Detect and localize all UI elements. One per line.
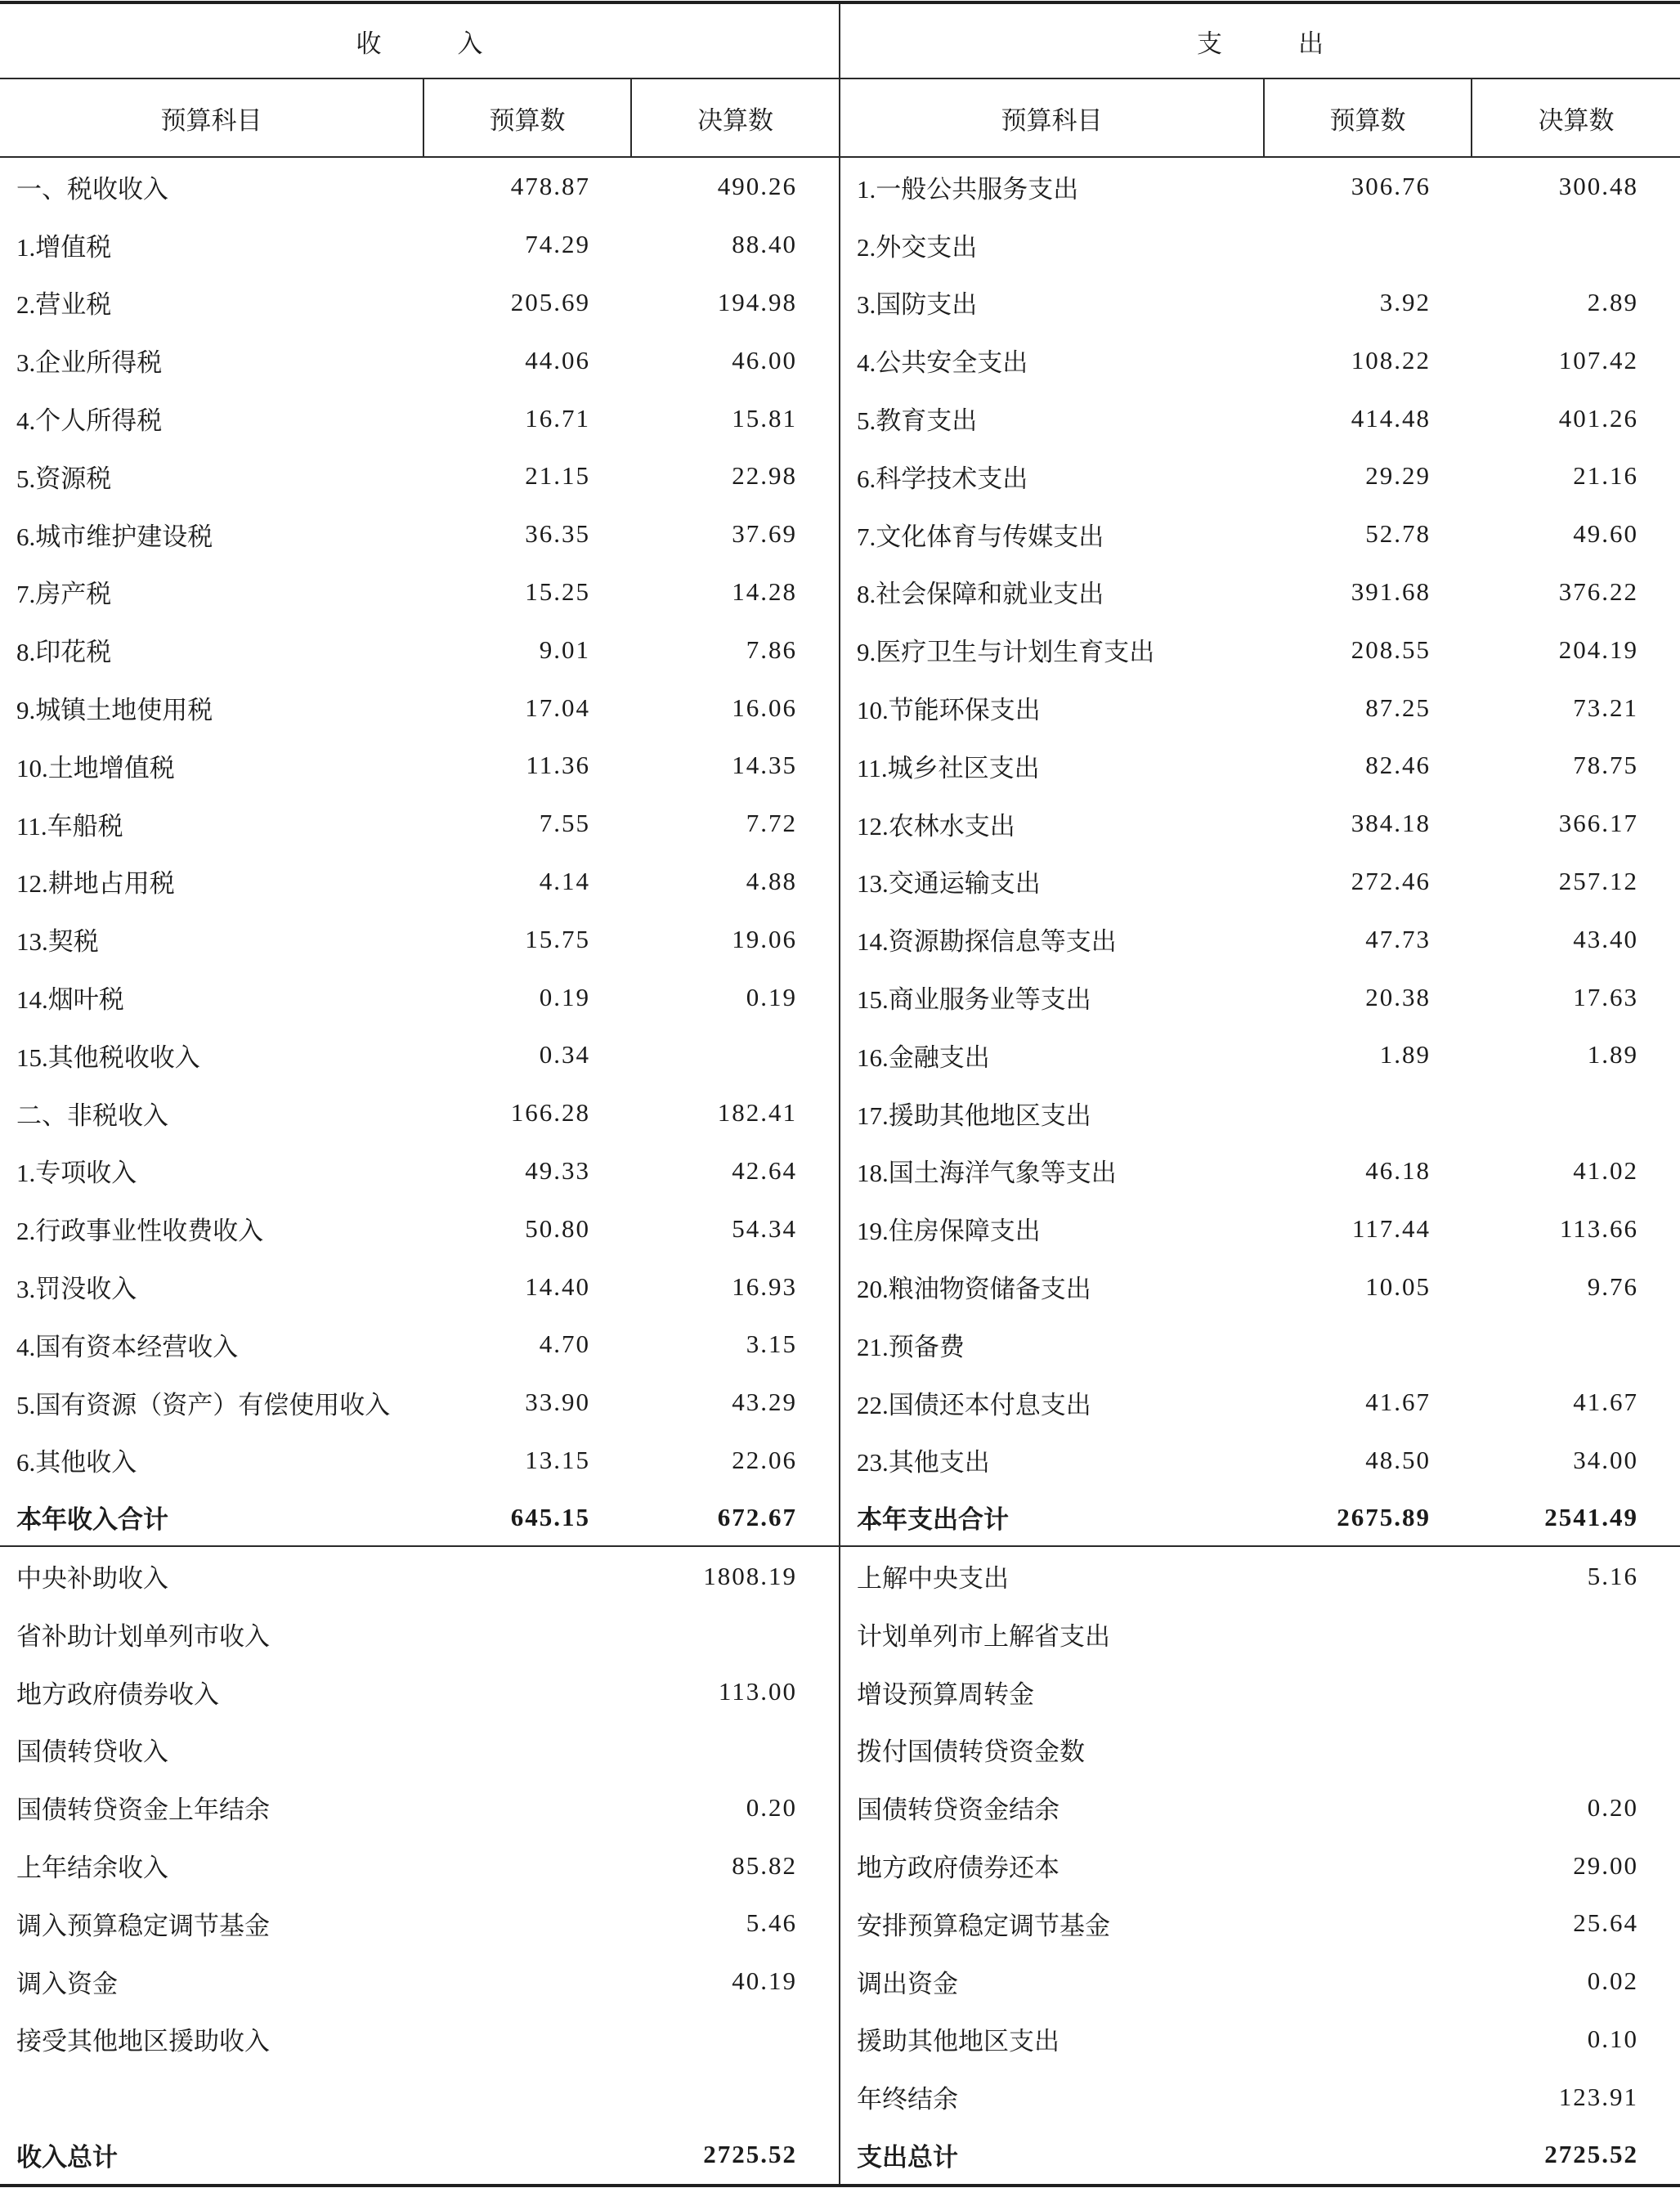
income-final-cell: 22.98 bbox=[632, 447, 840, 505]
income-item-cell: 地方政府债券收入 bbox=[16, 1679, 219, 1709]
expenditure-budget-cell bbox=[1265, 1778, 1472, 1836]
expenditure-item-cell: 21.预备费 bbox=[857, 1332, 965, 1361]
table-row bbox=[0, 1258, 1680, 1316]
expenditure-final-cell bbox=[1472, 1084, 1680, 1142]
expenditure-budget-cell bbox=[1265, 1547, 1472, 1605]
income-budget-cell bbox=[424, 1778, 632, 1836]
expenditure-budget-cell: 391.68 bbox=[1351, 576, 1431, 606]
income-item-cell: 调入预算稳定调节基金 bbox=[16, 1911, 270, 1940]
table-row bbox=[0, 1432, 1680, 1490]
expenditure-final-cell bbox=[1472, 1663, 1680, 1721]
expenditure-item-cell: 援助其他地区支出 bbox=[857, 2027, 1060, 2056]
income-item-column-header: 预算科目 bbox=[0, 79, 424, 156]
income-item-cell: 2.营业税 bbox=[16, 290, 112, 320]
income-final-cell: 2725.52 bbox=[632, 2126, 840, 2184]
income-final-cell: 7.86 bbox=[632, 621, 840, 679]
income-final-cell: 490.26 bbox=[632, 158, 840, 216]
expenditure-final-cell: 5.16 bbox=[1587, 1561, 1638, 1590]
income-item-cell: 国债转贷资金上年结余 bbox=[16, 1796, 270, 1825]
income-final-column-header: 决算数 bbox=[632, 79, 840, 156]
table-row bbox=[0, 1836, 1680, 1894]
expenditure-final-cell: 25.64 bbox=[1573, 1908, 1638, 1938]
income-final-cell: 4.88 bbox=[632, 853, 840, 911]
expenditure-item-cell: 5.教育支出 bbox=[857, 406, 978, 436]
expenditure-final-cell: 123.91 bbox=[1558, 2082, 1638, 2111]
table-row bbox=[0, 1663, 1680, 1721]
expenditure-budget-cell: 208.55 bbox=[1351, 634, 1431, 664]
expenditure-budget-cell: 2675.89 bbox=[1337, 1502, 1431, 1531]
income-budget-cell bbox=[424, 1953, 632, 2011]
income-final-cell: 85.82 bbox=[632, 1836, 840, 1894]
expenditure-budget-cell bbox=[1265, 216, 1472, 274]
income-item-cell: 国债转贷收入 bbox=[16, 1737, 168, 1767]
income-item-cell: 上年结余收入 bbox=[16, 1854, 168, 1882]
table-row bbox=[0, 621, 1680, 679]
income-budget-cell: 13.15 bbox=[525, 1445, 590, 1474]
table-row bbox=[0, 1721, 1680, 1779]
income-budget-cell: 49.33 bbox=[525, 1155, 590, 1185]
expenditure-final-cell: 21.16 bbox=[1573, 461, 1638, 491]
expenditure-budget-cell: 117.44 bbox=[1351, 1213, 1431, 1243]
income-budget-cell: 36.35 bbox=[525, 519, 590, 549]
income-final-cell: 16.93 bbox=[632, 1258, 840, 1316]
table-row bbox=[0, 2011, 1680, 2069]
income-final-cell: 182.41 bbox=[632, 1084, 840, 1142]
income-final-cell: 40.19 bbox=[632, 1953, 840, 2011]
table-row bbox=[0, 505, 1680, 563]
expenditure-final-cell: 300.48 bbox=[1558, 172, 1638, 201]
income-final-cell bbox=[632, 2068, 840, 2126]
expenditure-item-cell: 22.国债还本付息支出 bbox=[857, 1390, 1091, 1419]
expenditure-final-column-header: 决算数 bbox=[1538, 105, 1615, 135]
income-final-cell: 14.35 bbox=[632, 737, 840, 795]
income-final-cell bbox=[632, 1605, 840, 1663]
income-final-cell: 7.72 bbox=[632, 795, 840, 853]
expenditure-item-cell: 2.外交支出 bbox=[857, 232, 978, 262]
expenditure-final-cell: 0.10 bbox=[1587, 2024, 1638, 2053]
table-row bbox=[0, 1374, 1680, 1432]
income-final-cell: 46.00 bbox=[632, 331, 840, 389]
income-item-cell: 二、非税收入 bbox=[16, 1101, 168, 1130]
table-row bbox=[0, 1316, 1680, 1374]
income-final-cell bbox=[632, 2011, 840, 2069]
income-final-cell bbox=[632, 1026, 840, 1084]
table-row bbox=[0, 1142, 1680, 1200]
expenditure-budget-cell: 48.50 bbox=[1365, 1445, 1431, 1474]
income-budget-cell: 4.70 bbox=[539, 1329, 590, 1359]
income-budget-cell: 0.19 bbox=[539, 982, 590, 1011]
expenditure-final-cell: 2725.52 bbox=[1544, 2140, 1638, 2169]
income-final-cell: 0.19 bbox=[632, 968, 840, 1026]
income-budget-cell: 74.29 bbox=[525, 230, 590, 259]
income-budget-cell: 645.15 bbox=[510, 1502, 590, 1531]
income-item-cell: 6.其他收入 bbox=[16, 1448, 137, 1477]
expenditure-item-cell: 14.资源勘探信息等支出 bbox=[857, 927, 1117, 957]
table-row bbox=[0, 216, 1680, 274]
expenditure-budget-cell bbox=[1265, 2068, 1472, 2126]
income-budget-cell: 4.14 bbox=[539, 866, 590, 895]
table-row bbox=[0, 1605, 1680, 1663]
expenditure-final-cell: 204.19 bbox=[1558, 634, 1638, 664]
income-final-cell: 54.34 bbox=[632, 1199, 840, 1258]
expenditure-budget-cell: 272.46 bbox=[1351, 866, 1431, 895]
income-budget-cell: 7.55 bbox=[539, 809, 590, 838]
income-final-cell: 15.81 bbox=[632, 389, 840, 447]
expenditure-item-column-header: 预算科目 bbox=[840, 79, 1265, 156]
expenditure-budget-cell: 46.18 bbox=[1365, 1155, 1431, 1185]
table-row bbox=[0, 331, 1680, 389]
expenditure-budget-cell bbox=[1265, 1316, 1472, 1374]
income-item-cell: 7.房产税 bbox=[16, 580, 112, 609]
budget-final-accounts-table bbox=[0, 1, 1680, 2187]
expenditure-final-cell: 43.40 bbox=[1573, 924, 1638, 953]
expenditure-budget-cell: 87.25 bbox=[1365, 693, 1431, 722]
expenditure-final-cell: 2541.49 bbox=[1544, 1502, 1638, 1531]
expenditure-budget-cell: 47.73 bbox=[1365, 924, 1431, 953]
income-item-cell: 5.国有资源（资产）有偿使用收入 bbox=[16, 1390, 391, 1419]
expenditure-budget-cell: 384.18 bbox=[1351, 809, 1431, 838]
expenditure-final-cell: 2.89 bbox=[1587, 287, 1638, 316]
expenditure-budget-cell bbox=[1265, 1084, 1472, 1142]
expenditure-budget-cell bbox=[1265, 2011, 1472, 2069]
income-budget-column-header: 预算数 bbox=[424, 79, 632, 156]
income-section-header: 收 入 bbox=[0, 4, 840, 78]
expenditure-final-cell: 41.67 bbox=[1573, 1388, 1638, 1417]
expenditure-final-cell bbox=[1472, 1721, 1680, 1779]
expenditure-item-cell: 13.交通运输支出 bbox=[857, 869, 1041, 899]
income-final-cell: 5.46 bbox=[632, 1894, 840, 1953]
expenditure-final-cell: 41.02 bbox=[1573, 1155, 1638, 1185]
income-final-cell: 37.69 bbox=[632, 505, 840, 563]
income-item-cell: 中央补助收入 bbox=[16, 1564, 168, 1594]
expenditure-final-cell bbox=[1472, 1605, 1680, 1663]
income-budget-cell bbox=[424, 1605, 632, 1663]
expenditure-item-cell: 计划单列市上解省支出 bbox=[857, 1621, 1110, 1651]
income-budget-cell: 205.69 bbox=[510, 287, 590, 316]
income-item-cell: 11.车船税 bbox=[16, 811, 123, 841]
expenditure-final-cell: 0.02 bbox=[1587, 1966, 1638, 1996]
expenditure-budget-cell: 52.78 bbox=[1365, 519, 1431, 549]
table-row bbox=[0, 968, 1680, 1026]
income-budget-cell: 478.87 bbox=[510, 172, 590, 201]
expenditure-budget-cell bbox=[1265, 1721, 1472, 1779]
expenditure-item-cell: 20.粮油物资储备支出 bbox=[857, 1275, 1091, 1304]
income-item-cell: 4.个人所得税 bbox=[16, 406, 163, 436]
income-final-cell: 1808.19 bbox=[632, 1547, 840, 1605]
year-total-row bbox=[0, 1489, 1680, 1547]
expenditure-budget-cell bbox=[1265, 1605, 1472, 1663]
income-item-cell: 本年收入合计 bbox=[16, 1505, 168, 1535]
table-row bbox=[0, 389, 1680, 447]
expenditure-item-cell: 3.国防支出 bbox=[857, 290, 978, 320]
income-budget-cell: 44.06 bbox=[525, 345, 590, 374]
income-final-cell: 19.06 bbox=[632, 910, 840, 968]
income-budget-cell bbox=[424, 1721, 632, 1779]
income-item-cell: 一、税收收入 bbox=[16, 174, 168, 204]
income-item-cell: 8.印花税 bbox=[16, 638, 112, 667]
expenditure-budget-cell bbox=[1265, 2126, 1472, 2184]
income-budget-cell bbox=[424, 1547, 632, 1605]
expenditure-item-cell: 本年支出合计 bbox=[857, 1505, 1009, 1535]
income-item-cell: 12.耕地占用税 bbox=[16, 869, 175, 899]
expenditure-final-cell: 49.60 bbox=[1573, 519, 1638, 549]
income-budget-cell: 17.04 bbox=[525, 693, 590, 722]
expenditure-item-cell: 10.节能环保支出 bbox=[857, 696, 1041, 725]
expenditure-final-cell: 376.22 bbox=[1558, 576, 1638, 606]
expenditure-budget-cell bbox=[1265, 1836, 1472, 1894]
income-item-cell: 收入总计 bbox=[16, 2142, 118, 2172]
expenditure-budget-cell: 108.22 bbox=[1351, 345, 1431, 374]
grand-total-row bbox=[0, 2126, 1680, 2184]
table-row bbox=[0, 447, 1680, 505]
expenditure-final-cell: 78.75 bbox=[1573, 751, 1638, 780]
income-budget-cell: 11.36 bbox=[526, 751, 590, 780]
expenditure-item-cell: 安排预算稳定调节基金 bbox=[857, 1911, 1110, 1940]
expenditure-budget-column-header: 预算数 bbox=[1265, 79, 1472, 156]
income-budget-cell: 166.28 bbox=[510, 1098, 590, 1128]
income-item-cell: 14.烟叶税 bbox=[16, 985, 124, 1015]
income-final-cell: 16.06 bbox=[632, 679, 840, 737]
expenditure-item-cell: 16.金融支出 bbox=[857, 1042, 990, 1072]
expenditure-final-cell: 9.76 bbox=[1587, 1271, 1638, 1301]
income-budget-cell bbox=[424, 2126, 632, 2184]
expenditure-budget-cell: 29.29 bbox=[1365, 461, 1431, 491]
table-row bbox=[0, 1894, 1680, 1953]
income-item-cell: 1.增值税 bbox=[16, 232, 112, 262]
income-item-cell: 调入资金 bbox=[16, 1969, 118, 1998]
table-row bbox=[0, 158, 1680, 216]
expenditure-final-cell: 257.12 bbox=[1558, 866, 1638, 895]
income-item-cell: 15.其他税收收入 bbox=[16, 1042, 200, 1072]
income-item-cell: 6.城市维护建设税 bbox=[16, 522, 213, 551]
table-row bbox=[0, 1547, 1680, 1605]
income-final-cell: 22.06 bbox=[632, 1432, 840, 1490]
income-budget-cell: 14.40 bbox=[525, 1271, 590, 1301]
table-row bbox=[0, 274, 1680, 332]
table-row bbox=[0, 563, 1680, 621]
table-row bbox=[0, 910, 1680, 968]
income-final-cell: 88.40 bbox=[632, 216, 840, 274]
expenditure-final-cell bbox=[1472, 1316, 1680, 1374]
income-budget-cell: 9.01 bbox=[539, 634, 590, 664]
expenditure-item-cell: 4.公共安全支出 bbox=[857, 348, 1028, 378]
table-row bbox=[0, 2068, 1680, 2126]
expenditure-item-cell: 支出总计 bbox=[857, 2142, 958, 2172]
expenditure-item-cell: 8.社会保障和就业支出 bbox=[857, 580, 1104, 609]
income-budget-cell: 15.25 bbox=[525, 576, 590, 606]
income-final-cell: 194.98 bbox=[632, 274, 840, 332]
expenditure-item-cell: 年终结余 bbox=[857, 2085, 958, 2114]
expenditure-item-cell: 增设预算周转金 bbox=[857, 1679, 1034, 1709]
expenditure-budget-cell: 20.38 bbox=[1365, 982, 1431, 1011]
income-item-cell: 接受其他地区援助收入 bbox=[16, 2027, 270, 2056]
expenditure-budget-cell: 306.76 bbox=[1351, 172, 1431, 201]
expenditure-budget-cell: 414.48 bbox=[1351, 403, 1431, 433]
table-row bbox=[0, 1199, 1680, 1258]
expenditure-budget-cell: 41.67 bbox=[1365, 1388, 1431, 1417]
expenditure-section-header: 支 出 bbox=[1197, 29, 1324, 58]
expenditure-item-cell: 拨付国债转贷资金数 bbox=[857, 1737, 1085, 1767]
table-row bbox=[0, 679, 1680, 737]
income-item-cell: 9.城镇土地使用税 bbox=[16, 696, 213, 725]
table-row bbox=[0, 795, 1680, 853]
income-final-cell: 113.00 bbox=[632, 1663, 840, 1721]
income-budget-cell: 33.90 bbox=[525, 1388, 590, 1417]
income-item-cell: 4.国有资本经营收入 bbox=[16, 1332, 239, 1361]
table-body bbox=[0, 158, 1680, 2184]
income-item-cell: 3.罚没收入 bbox=[16, 1275, 137, 1304]
income-final-cell bbox=[632, 1721, 840, 1779]
expenditure-budget-cell: 3.92 bbox=[1379, 287, 1431, 316]
income-final-cell: 672.67 bbox=[632, 1489, 840, 1545]
section-header-row bbox=[0, 4, 1680, 79]
expenditure-item-cell: 23.其他支出 bbox=[857, 1448, 990, 1477]
table-row bbox=[0, 1953, 1680, 2011]
table-row bbox=[0, 737, 1680, 795]
income-item-cell: 2.行政事业性收费收入 bbox=[16, 1217, 264, 1246]
expenditure-final-cell: 401.26 bbox=[1558, 403, 1638, 433]
income-budget-cell bbox=[424, 1836, 632, 1894]
income-budget-cell bbox=[424, 2011, 632, 2069]
expenditure-item-cell: 1.一般公共服务支出 bbox=[857, 174, 1079, 204]
income-item-cell: 10.土地增值税 bbox=[16, 753, 175, 782]
income-budget-cell: 50.80 bbox=[525, 1213, 590, 1243]
income-item-cell: 省补助计划单列市收入 bbox=[16, 1621, 270, 1651]
expenditure-item-cell: 9.医疗卫生与计划生育支出 bbox=[857, 638, 1155, 667]
income-budget-cell: 16.71 bbox=[525, 403, 590, 433]
expenditure-item-cell: 上解中央支出 bbox=[857, 1564, 1009, 1594]
income-final-cell: 0.20 bbox=[632, 1778, 840, 1836]
expenditure-final-cell: 29.00 bbox=[1573, 1850, 1638, 1880]
column-header-row bbox=[0, 79, 1680, 158]
expenditure-final-cell: 107.42 bbox=[1558, 345, 1638, 374]
income-final-cell: 3.15 bbox=[632, 1316, 840, 1374]
table-row bbox=[0, 1084, 1680, 1142]
expenditure-item-cell: 11.城乡社区支出 bbox=[857, 753, 1040, 782]
income-budget-cell: 15.75 bbox=[525, 924, 590, 953]
expenditure-budget-cell: 1.89 bbox=[1379, 1040, 1431, 1069]
expenditure-final-cell: 34.00 bbox=[1573, 1445, 1638, 1474]
income-budget-cell bbox=[424, 1663, 632, 1721]
income-final-cell: 14.28 bbox=[632, 563, 840, 621]
income-final-cell: 42.64 bbox=[632, 1142, 840, 1200]
expenditure-item-cell: 19.住房保障支出 bbox=[857, 1217, 1041, 1246]
expenditure-final-cell: 17.63 bbox=[1573, 982, 1638, 1011]
expenditure-item-cell: 6.科学技术支出 bbox=[857, 464, 1028, 493]
expenditure-final-cell: 113.66 bbox=[1559, 1213, 1638, 1243]
income-item-cell bbox=[0, 2068, 424, 2126]
expenditure-item-cell: 18.国土海洋气象等支出 bbox=[857, 1159, 1117, 1188]
expenditure-budget-cell bbox=[1265, 1953, 1472, 2011]
expenditure-item-cell: 地方政府债券还本 bbox=[857, 1854, 1060, 1882]
expenditure-budget-cell: 82.46 bbox=[1365, 751, 1431, 780]
expenditure-final-cell: 366.17 bbox=[1558, 809, 1638, 838]
expenditure-item-cell: 17.援助其他地区支出 bbox=[857, 1101, 1091, 1130]
income-final-cell: 43.29 bbox=[632, 1374, 840, 1432]
expenditure-final-cell bbox=[1472, 216, 1680, 274]
expenditure-budget-cell: 10.05 bbox=[1365, 1271, 1431, 1301]
table-row bbox=[0, 1778, 1680, 1836]
income-item-cell: 1.专项收入 bbox=[16, 1159, 137, 1188]
income-item-cell: 5.资源税 bbox=[16, 464, 112, 493]
income-budget-cell bbox=[424, 2068, 632, 2126]
income-budget-cell: 0.34 bbox=[539, 1040, 590, 1069]
expenditure-final-cell: 1.89 bbox=[1587, 1040, 1638, 1069]
expenditure-budget-cell bbox=[1265, 1894, 1472, 1953]
expenditure-final-cell: 0.20 bbox=[1587, 1792, 1638, 1822]
income-budget-cell bbox=[424, 1894, 632, 1953]
income-item-cell: 13.契税 bbox=[16, 927, 99, 957]
expenditure-item-cell: 国债转贷资金结余 bbox=[857, 1796, 1060, 1825]
expenditure-budget-cell bbox=[1265, 1663, 1472, 1721]
table-row bbox=[0, 853, 1680, 911]
expenditure-item-cell: 12.农林水支出 bbox=[857, 811, 1015, 841]
income-budget-cell: 21.15 bbox=[525, 461, 590, 491]
expenditure-item-cell: 7.文化体育与传媒支出 bbox=[857, 522, 1104, 551]
table-row bbox=[0, 1026, 1680, 1084]
expenditure-item-cell: 调出资金 bbox=[857, 1969, 958, 1998]
income-item-cell: 3.企业所得税 bbox=[16, 348, 163, 378]
expenditure-item-cell: 15.商业服务业等支出 bbox=[857, 985, 1091, 1015]
expenditure-final-cell: 73.21 bbox=[1573, 693, 1638, 722]
